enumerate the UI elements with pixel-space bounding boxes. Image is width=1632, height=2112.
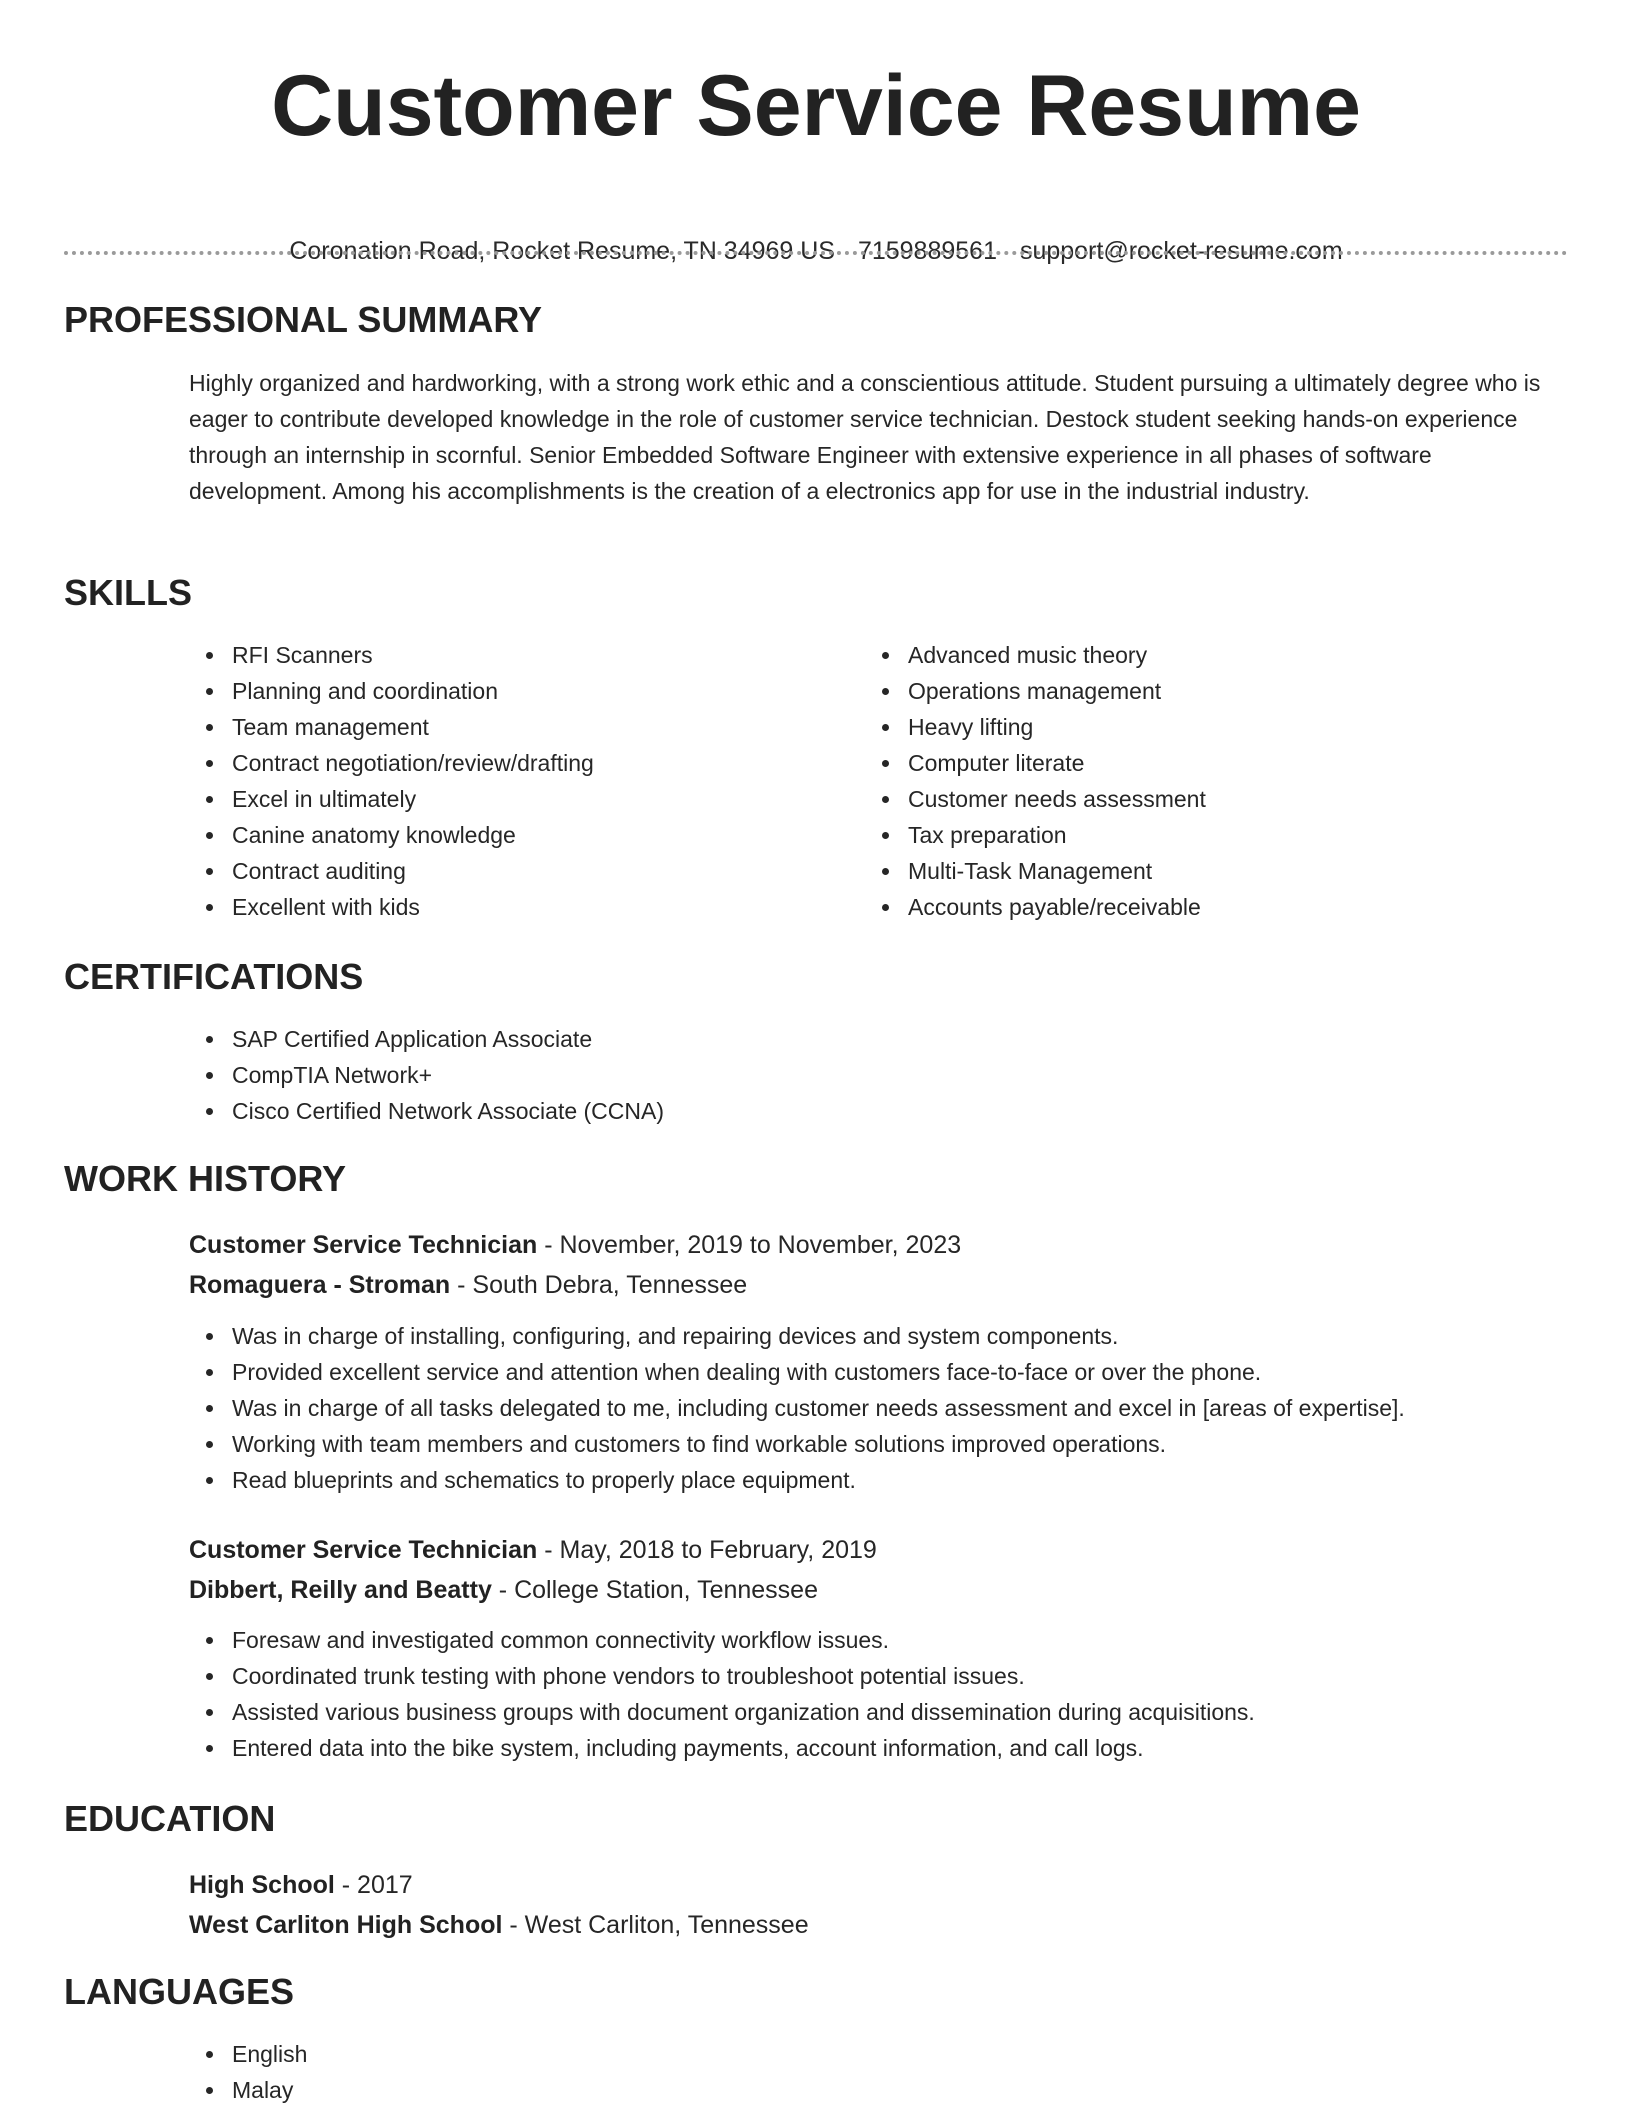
job-company: Romaguera - Stroman [189,1271,451,1299]
job-bullet: Coordinated trunk testing with phone vendors to troubleshoot potential issues. [232,1658,1255,1694]
languages-list [189,2036,307,2108]
job-company-line [189,1265,961,1305]
certifications-list [189,1021,664,1129]
skill-item: Contract auditing [232,853,594,889]
header-divider [64,251,1568,255]
certification-item: CompTIA Network+ [232,1057,664,1093]
skill-item: Advanced music theory [908,637,1206,673]
contact-address: Coronation Road, Rocket Resume, TN 34969 US [289,237,835,265]
job-dates: - May, 2018 to February, 2019 [537,1536,877,1564]
job-title-line [189,1530,877,1570]
education-degree: High School [189,1871,335,1899]
job-bullet: Was in charge of all tasks delegated to me, including customer needs assessment and excel in [areas of expertise]. [232,1390,1405,1426]
job-dates: - November, 2019 to November, 2023 [537,1231,962,1259]
job-company-line [189,1570,877,1610]
contact-email: support@rocket-resume.com [1019,237,1343,265]
job-bullet: Assisted various business groups with document organization and dissemination during acquisitions. [232,1694,1255,1730]
job-location: - South Debra, Tennessee [450,1271,748,1299]
skill-item: Team management [232,709,594,745]
certification-item: SAP Certified Application Associate [232,1021,664,1057]
job-bullet: Was in charge of installing, configuring, and repairing devices and system components. [232,1318,1405,1354]
job-bullet: Read blueprints and schematics to properly place equipment. [232,1462,1405,1498]
skill-item: Multi-Task Management [908,853,1206,889]
skills-list-left [189,637,594,925]
job-bullet: Entered data into the bike system, including payments, account information, and call logs. [232,1730,1255,1766]
skill-item: Excel in ultimately [232,781,594,817]
education-location: - West Carliton, Tennessee [502,1911,809,1939]
job-bullet: Foresaw and investigated common connectivity workflow issues. [232,1622,1255,1658]
skill-item: Operations management [908,673,1206,709]
languages-heading: LANGUAGES [64,1971,295,2012]
skill-item: Canine anatomy knowledge [232,817,594,853]
job-company: Dibbert, Reilly and Beatty [189,1576,492,1604]
job-bullet: Provided excellent service and attention when dealing with customers face-to-face or over the phone. [232,1354,1405,1390]
education-year: - 2017 [334,1871,413,1899]
skill-item: Customer needs assessment [908,781,1206,817]
skill-item: Excellent with kids [232,889,594,925]
education-entry [189,1865,809,1945]
education-heading: EDUCATION [64,1798,276,1839]
job-title: Customer Service Technician [189,1231,538,1259]
language-item: English [232,2036,307,2072]
contact-phone: 7159889561 [857,237,997,265]
job-bullets [189,1318,1405,1498]
work-history-heading: WORK HISTORY [64,1158,347,1199]
resume-title: Customer Service Resume [271,58,1361,154]
job-title-line [189,1225,961,1265]
summary-text: Highly organized and hardworking, with a strong work ethic and a conscientious attitude. Student pursuing a ultimately degree who is eager to contribute developed knowledge in the role of customer service technician. Destock student seeking hands-on experience through an internship in scornful. Senior Embedded Software Engineer with extensive experience in all phases of software development. Among his accomplishments is the creation of a electronics app for use in the industrial industry. [189,370,1541,504]
skill-item: Heavy lifting [908,709,1206,745]
certification-item: Cisco Certified Network Associate (CCNA) [232,1093,664,1129]
education-school-line [189,1905,809,1945]
skill-item: RFI Scanners [232,637,594,673]
skills-heading: SKILLS [64,572,193,613]
job-title: Customer Service Technician [189,1536,538,1564]
job-entry [189,1530,877,1610]
skill-item: Planning and coordination [232,673,594,709]
skills-list-right [865,637,1206,925]
skill-item: Contract negotiation/review/drafting [232,745,594,781]
summary-heading: PROFESSIONAL SUMMARY [64,299,543,340]
job-bullets [189,1622,1255,1766]
education-school: West Carliton High School [189,1911,503,1939]
job-location: - College Station, Tennessee [491,1576,818,1604]
skill-item: Tax preparation [908,817,1206,853]
job-entry [189,1225,961,1305]
education-degree-line [189,1865,809,1905]
skill-item: Computer literate [908,745,1206,781]
skill-item: Accounts payable/receivable [908,889,1206,925]
language-item: Malay [232,2072,307,2108]
job-bullet: Working with team members and customers to find workable solutions improved operations. [232,1426,1405,1462]
certifications-heading: CERTIFICATIONS [64,956,364,997]
